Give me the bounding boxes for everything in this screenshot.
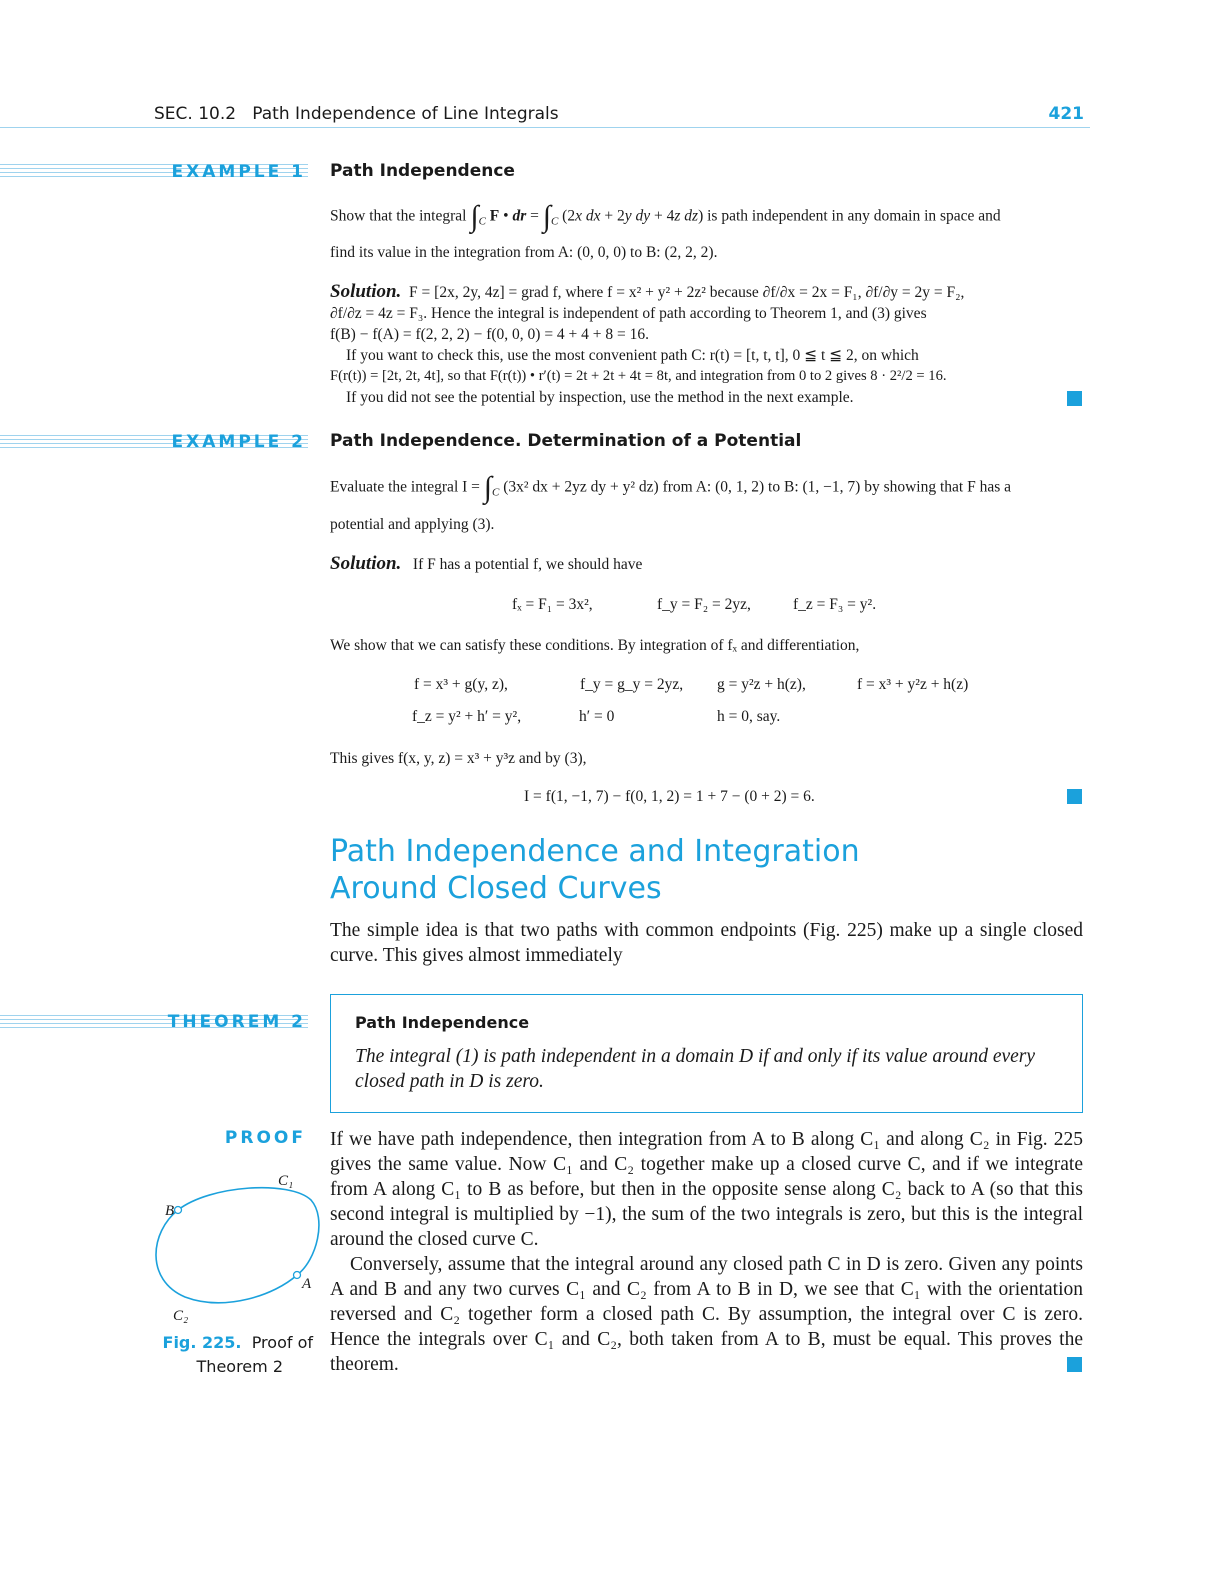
figure-number: Fig. 225. bbox=[162, 1333, 242, 1352]
figure-225-diagram bbox=[145, 1160, 325, 1330]
end-of-proof-marker bbox=[1067, 1357, 1082, 1372]
section-number: SEC. 10.2 bbox=[154, 104, 237, 124]
example-1-solution bbox=[330, 281, 1083, 408]
eq-row1-col2: f_y = g_y = 2yz, bbox=[580, 676, 684, 693]
header-rule bbox=[0, 127, 1090, 128]
ex2-stmt-a: Evaluate the integral I = bbox=[330, 478, 480, 496]
ex1-check-line2: F(r(t)) = [2t, 2t, 4t], so that F(r(t)) • r′(t) = 2t + 2t + 4t = 8t, and integration from 0 to 2 gives 8 · 2²/2 = 16. bbox=[330, 368, 947, 384]
condition-fx: fₓ = F₁ = 3x², bbox=[512, 596, 593, 613]
figure-caption bbox=[150, 1331, 313, 1379]
ex1-stmt-b: is path independent in any domain in space and bbox=[707, 207, 1001, 225]
label-a: A bbox=[302, 1276, 312, 1292]
example-2-statement: Evaluate the integral $I = \int_C$ (3x² dx + 2yz dy + y² dz) from A: (0, 1, 2) to B: (1, −1, 7) by showing that F has a potential and applying (3). bbox=[330, 473, 1083, 535]
label-c1: C₁ bbox=[278, 1173, 294, 1189]
section-intro-text: The simple idea is that two paths with common endpoints (Fig. 225) make up a single closed curve. This gives almost immediately bbox=[330, 920, 1083, 966]
section-title-line2: Around Closed Curves bbox=[330, 871, 662, 906]
eq-row2-col2: h′ = 0 bbox=[579, 708, 615, 725]
ex2-stmt-c: potential and applying (3). bbox=[330, 515, 495, 533]
proof-label: PROOF bbox=[224, 1128, 306, 1148]
theorem-box bbox=[330, 994, 1083, 1113]
theorem-2-label: THEOREM 2 bbox=[167, 1012, 306, 1032]
curve-c1 bbox=[178, 1188, 319, 1275]
caption-line1: Proof of bbox=[251, 1333, 313, 1352]
eq-row1-col1: f = x³ + g(y, z), bbox=[414, 676, 508, 693]
example-2-title: Path Independence. Determination of a Potential bbox=[330, 431, 802, 451]
section-intro bbox=[330, 918, 1083, 968]
proof-body bbox=[330, 1127, 1083, 1377]
ex1-sol-line2: ∂f/∂z = 4z = F₃. Hence the integral is independent of path according to Theorem 1, and (3) gives bbox=[330, 305, 927, 322]
running-title: Path Independence of Line Integrals bbox=[252, 104, 559, 124]
example-1-label: EXAMPLE 1 bbox=[171, 162, 306, 182]
caption-line2: Theorem 2 bbox=[196, 1357, 283, 1376]
theorem-title: Path Independence bbox=[355, 1013, 530, 1032]
ex2-show-text: We show that we can satisfy these conditions. By integration of fₓ and differentiation, bbox=[330, 637, 860, 654]
end-of-example-1-marker bbox=[1067, 391, 1082, 406]
condition-fz: f_z = F₃ = y². bbox=[793, 596, 877, 613]
ex1-sol-line3: f(B) − f(A) = f(2, 2, 2) − f(0, 0, 0) = 4 + 4 + 8 = 16. bbox=[330, 326, 650, 343]
section-title-line1: Path Independence and Integration bbox=[330, 834, 860, 869]
eq-row1-col3: g = y²z + h(z), bbox=[717, 676, 806, 693]
ex2-stmt-b: (3x² dx + 2yz dy + y² dz) from A: (0, 1, 2) to B: (1, −1, 7) by showing that F has a bbox=[503, 478, 1012, 496]
ex1-sol-line1: F = [2x, 2y, 4z] = grad f, where f = x² + y² + 2z² because ∂f/∂x = 2x = F₁, ∂f/∂y = 2y = F₂, bbox=[409, 284, 965, 301]
point-b-marker bbox=[175, 1207, 182, 1214]
ex2-solution-label: Solution. bbox=[330, 553, 402, 574]
label-c2: C₂ bbox=[173, 1308, 189, 1324]
proof-paragraph-2: Conversely, assume that the integral around any closed path C in D is zero. Given any points A and B and any two curves C₁ and C₂ from A to B in D, we see that C₁ with the orientation reversed and C₂ together form a closed path C. By assumption, the integral over C is zero. Hence the integrals over C₁ and C₂, both taken from A to B, must be equal. This proves the theorem. bbox=[330, 1254, 1083, 1375]
example-1-title: Path Independence bbox=[330, 161, 515, 181]
example-2-label: EXAMPLE 2 bbox=[171, 432, 306, 452]
condition-fy: f_y = F₂ = 2yz, bbox=[657, 596, 751, 613]
proof-paragraph-1: If we have path independence, then integration from A to B along C₁ and along C₂ in Fig. 225 gives the same value. Now C₁ and C₂ together make up a closed curve C, and if we integrate from A along C₁ to B as before, but then in the opposite sense along C₂ back to A (so that this second integral is multiplied by −1), the sum of the two integrals is zero, but this is the integral around the closed curve C. bbox=[330, 1129, 1083, 1250]
point-a-marker bbox=[294, 1272, 301, 1279]
ex2-gives-text: This gives f(x, y, z) = x³ + y³z and by (3), bbox=[330, 750, 587, 767]
theorem-text: The integral (1) is path independent in a domain D if and only if its value around every closed path in D is zero. bbox=[355, 1046, 1036, 1092]
running-header bbox=[154, 104, 559, 124]
ex1-stmt-a: Show that the integral bbox=[330, 207, 467, 225]
curve-c2 bbox=[156, 1210, 297, 1303]
label-b: B bbox=[165, 1203, 175, 1219]
ex1-stmt-c: find its value in the integration from A: (0, 0, 0) to B: (2, 2, 2). bbox=[330, 243, 718, 261]
ex1-check-line1: If you want to check this, use the most convenient path C: r(t) = [t, t, t], 0 ≦ t ≦ 2, on which bbox=[346, 347, 919, 364]
section-title bbox=[330, 833, 860, 907]
example-1-statement: Show that the integral $\int_C$ F • dr = $\int_C$ (2x dx + 2y dy + 4z dz) is path independent in any domain in space and find its value in the integration from A: (0, 0, 0) to B: (2, 2, 2). bbox=[330, 202, 1083, 263]
eq-row1-col4: f = x³ + y²z + h(z) bbox=[857, 676, 969, 693]
ex2-final-equation: I = f(1, −1, 7) − f(0, 1, 2) = 1 + 7 − (0 + 2) = 6. bbox=[524, 788, 815, 805]
ex1-solution-label: Solution. bbox=[330, 281, 402, 302]
ex1-check-line3: If you did not see the potential by inspection, use the method in the next example. bbox=[346, 389, 854, 406]
page-number: 421 bbox=[1048, 104, 1084, 124]
example-2-solution bbox=[330, 553, 1083, 575]
eq-row2-col3: h = 0, say. bbox=[717, 708, 781, 725]
end-of-example-2-marker bbox=[1067, 789, 1082, 804]
eq-row2-col1: f_z = y² + h′ = y², bbox=[412, 708, 522, 725]
ex2-sol-text: If F has a potential f, we should have bbox=[412, 556, 643, 573]
